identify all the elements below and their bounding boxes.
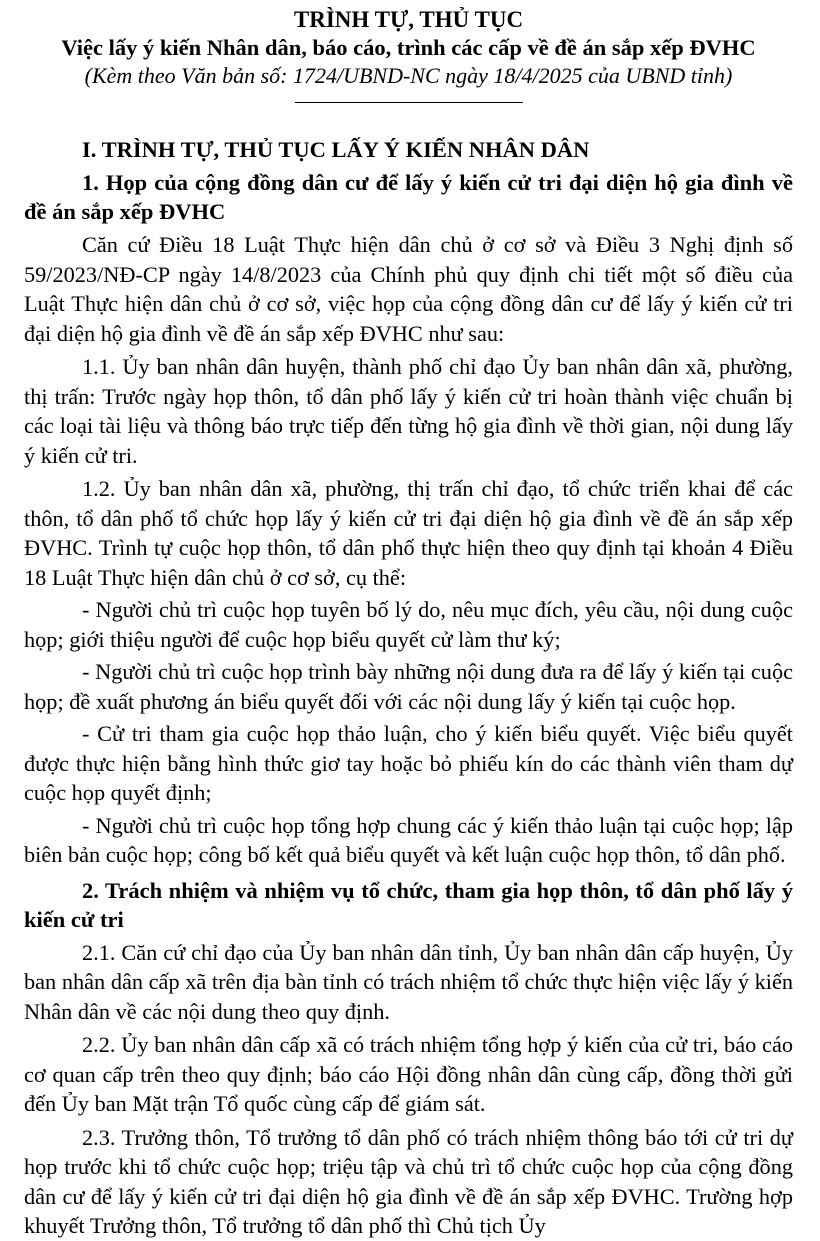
bullet-item: - Người chủ trì cuộc họp tổng hợp chung các ý kiến thảo luận tại cuộc họp; lập biên bản cuộc họp; công bố kết quả biểu quyết và kết luận cuộc họp thôn, tổ dân phố. [24,812,793,867]
bullet-item: - Người chủ trì cuộc họp trình bày những nội dung đưa ra để lấy ý kiến tại cuộc họp; đề xuất phương án biểu quyết đối với các nội dung lấy ý kiến tại cuộc họp. [24,659,793,714]
document-title: TRÌNH TỰ, THỦ TỤC [293,7,524,32]
subsection-1-heading: 1. Họp của cộng đồng dân cư để lấy ý kiến cử tri đại diện hộ gia đình về đề án sắp xếp ĐVHC [24,170,793,224]
paragraph-1-2: 1.2. Ủy ban nhân dân xã, phường, thị trấn chỉ đạo, tổ chức triển khai để các thôn, tổ dân phố tổ chức họp lấy ý kiến cử tri đại diện hộ gia đình về đề án sắp xếp ĐVHC. Trình tự cuộc họp thôn, tổ dân phố thực hiện theo quy định tại khoản 4 Điều 18 Luật Thực hiện dân chủ ở cơ sở, cụ thể: [24,476,793,590]
bullet-item: - Cử tri tham gia cuộc họp thảo luận, cho ý kiến biểu quyết. Việc biểu quyết được thực hiện bằng hình thức giơ tay hoặc bỏ phiếu kín do các thành viên tham dự cuộc họp quyết định; [24,721,793,805]
section-1-heading: I. TRÌNH TỰ, THỦ TỤC LẤY Ý KIẾN NHÂN DÂN [82,137,590,162]
paragraph-2-3: 2.3. Trưởng thôn, Tổ trưởng tổ dân phố có trách nhiệm thông báo tới cử tri dự họp trước khi tổ chức cuộc họp; triệu tập và chủ trì tổ chức cuộc họp của cộng đồng dân cư để lấy ý kiến cử tri đại diện hộ gia đình về đề án sắp xếp ĐVHC. Trường hợp khuyết Trưởng thôn, Tổ trưởng tổ dân phố thì Chủ tịch Ủy [24,1124,793,1238]
subsection-1-intro: Căn cứ Điều 18 Luật Thực hiện dân chủ ở cơ sở và Điều 3 Nghị định số 59/2023/NĐ-CP ngày 14/8/2023 của Chính phủ quy định chi tiết một số điều của Luật Thực hiện dân chủ ở cơ sở, việc họp của cộng đồng dân cư để lấy ý kiến cử tri đại diện hộ gia đình về đề án sắp xếp ĐVHC như sau: [24,232,793,346]
subsection-2-heading: 2. Trách nhiệm và nhiệm vụ tổ chức, tham gia họp thôn, tổ dân phố lấy ý kiến cử tri [24,877,793,932]
document-subtitle: Việc lấy ý kiến Nhân dân, báo cáo, trình các cấp về đề án sắp xếp ĐVHC [61,35,756,60]
bullet-item: - Người chủ trì cuộc họp tuyên bố lý do, nêu mục đích, yêu cầu, nội dung cuộc họp; giới thiệu người để cuộc họp biểu quyết cử làm thư ký; [24,597,793,652]
document-reference: (Kèm theo Văn bản số: 1724/UBND-NC ngày 18/4/2025 của UBND tỉnh) [84,63,733,88]
paragraph-1-1: 1.1. Ủy ban nhân dân huyện, thành phố chỉ đạo Ủy ban nhân dân xã, phường, thị trấn: Trước ngày họp thôn, tổ dân phố lấy ý kiến cử tri hoàn thành việc chuẩn bị các loại tài liệu và thông báo trực tiếp đến từng hộ gia đình về thời gian, nội dung lấy ý kiến cử tri. [24,354,793,468]
paragraph-2-2: 2.2. Ủy ban nhân dân cấp xã có trách nhiệm tổng hợp ý kiến của cử tri, báo cáo cơ quan cấp trên theo quy định; báo cáo Hội đồng nhân dân cùng cấp, đồng thời gửi đến Ủy ban Mặt trận Tổ quốc cùng cấp để giám sát. [24,1032,793,1116]
title-divider [295,102,523,103]
paragraph-2-1: 2.1. Căn cứ chỉ đạo của Ủy ban nhân dân tỉnh, Ủy ban nhân dân cấp huyện, Ủy ban nhân dân cấp xã trên địa bàn tỉnh có trách nhiệm tổ chức thực hiện việc lấy ý kiến Nhân dân về các nội dung theo quy định. [24,939,793,1024]
